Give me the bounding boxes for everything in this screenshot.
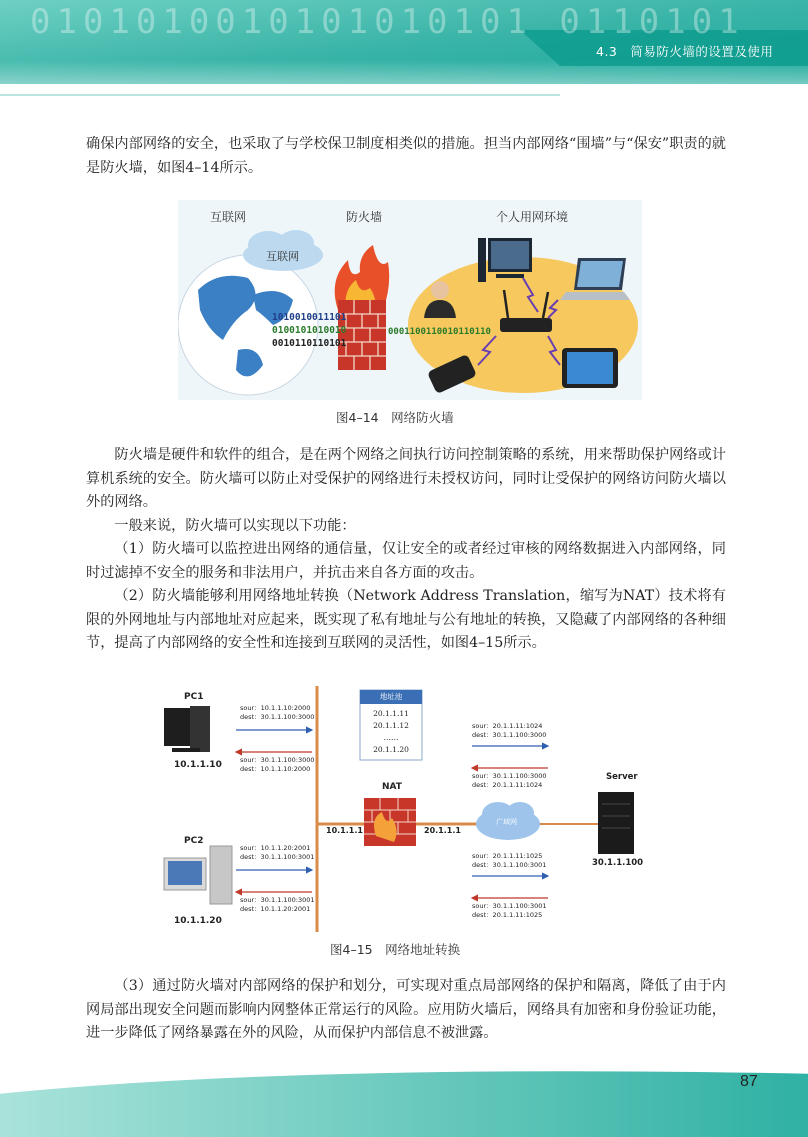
pc1-label: PC1 bbox=[184, 692, 204, 702]
wan-outgoing-packet-1: sour：20.1.1.11:1024 dest：30.1.1.100:3000 bbox=[472, 722, 547, 739]
paragraph-4: （1）防火墙可以监控进出网络的通信量，仅让安全的或者经过审核的网络数据进入内部网络，同时过滤掉不安全的服务和非法用户，并抗击来自各方面的攻击。 bbox=[86, 541, 726, 581]
paragraph-6-block bbox=[86, 975, 726, 1046]
nat-inner-ip: 10.1.1.1 bbox=[326, 826, 363, 835]
pc1-incoming-packet: sour：30.1.1.100:3000 dest：10.1.1.10:2000 bbox=[240, 756, 315, 773]
page-header bbox=[0, 0, 808, 120]
pc1-computer-icon bbox=[164, 706, 210, 752]
header-binary-pattern: 0101010010101010101 0110101 bbox=[30, 2, 745, 42]
tablet-icon bbox=[562, 348, 618, 388]
pc2-label: PC2 bbox=[184, 836, 204, 846]
figure-4-15 bbox=[160, 686, 650, 932]
bits-inside: 0001100110010110110 bbox=[388, 327, 491, 337]
bits-row-1: 1010010011101 bbox=[272, 312, 347, 323]
figure-4-14-caption: 图4–14 网络防火墙 bbox=[336, 410, 454, 425]
firewall-illustration bbox=[178, 200, 642, 400]
wan-label: 广域网 bbox=[496, 818, 517, 826]
wan-outgoing-packet-2: sour：20.1.1.11:1025 dest：30.1.1.100:3001 bbox=[472, 852, 547, 869]
server-ip: 30.1.1.100 bbox=[592, 858, 644, 868]
pc2-ip: 10.1.1.20 bbox=[174, 916, 222, 926]
pc1-outgoing-packet: sour：10.1.1.10:2000 dest：30.1.1.100:3000 bbox=[240, 704, 315, 721]
bits-row-2: 0100101010010 bbox=[272, 325, 347, 336]
address-pool-list: 20.1.1.11 20.1.1.12 …… 20.1.1.20 bbox=[373, 709, 409, 754]
server-icon bbox=[598, 792, 634, 854]
paragraph-6: （3）通过防火墙对内部网络的保护和划分，可实现对重点局部网络的保护和隔离，降低了由于内网局部出现安全问题而影响内网整体正常运行的风险。应用防火墙后，网络具有加密和身份验证功能，进一步降低了网络暴露在外的风险，从而保护内部信息不被泄露。 bbox=[86, 978, 726, 1041]
paragraph-5: （2）防火墙能够利用网络地址转换（Network Address Translation，缩写为NAT）技术将有限的外网地址与内部地址对应起来，既实现了私有地址与公有地址的转换，又隐藏了内部网络的各种细节，提高了内部网络的安全性和连接到互联网的灵活性，如图4–15所示。 bbox=[86, 588, 726, 651]
pc2-incoming-packet: sour：30.1.1.100:3001 dest：10.1.1.20:2001 bbox=[240, 896, 315, 913]
bits-row-3: 0010110110101 bbox=[272, 338, 347, 349]
page-footer bbox=[0, 1063, 808, 1137]
figure-4-14 bbox=[178, 200, 642, 400]
server-label: Server bbox=[606, 772, 638, 782]
section-name: 简易防火墙的设置及使用 bbox=[630, 44, 774, 59]
section-number: 4.3 bbox=[596, 44, 618, 59]
pc1-ip: 10.1.1.10 bbox=[174, 760, 222, 770]
nat-outer-ip: 20.1.1.1 bbox=[424, 826, 461, 835]
paragraph-3: 一般来说，防火墙可以实现以下功能： bbox=[114, 517, 356, 534]
nat-firewall-icon bbox=[364, 798, 416, 846]
figure-4-15-caption: 图4–15 网络地址转换 bbox=[330, 942, 461, 957]
pc2-outgoing-packet: sour：10.1.1.20:2001 dest：30.1.1.100:3001 bbox=[240, 844, 315, 861]
paragraph-1: 确保内部网络的安全，也采取了与学校保卫制度相类似的措施。担当内部网络“围墙”与“保安”职责的就是防火墙，如图4–14所示。 bbox=[86, 136, 726, 176]
wan-incoming-packet-1: sour：30.1.1.100:3000 dest：20.1.1.11:1024 bbox=[472, 772, 547, 789]
cloud-label: 互联网 bbox=[266, 250, 299, 263]
paragraph-2: 防火墙是硬件和软件的组合，是在两个网络之间执行访问控制策略的系统，用来帮助保护网络或计算机系统的安全。防火墙可以防止对受保护的网络进行未授权访问，同时让受保护的网络访问防火墙以外的网络。 bbox=[86, 447, 726, 510]
label-personal-network: 个人用网环境 bbox=[496, 210, 569, 224]
address-pool-title: 地址池 bbox=[379, 692, 403, 701]
body-text-block bbox=[86, 444, 726, 656]
page-number: 87 bbox=[740, 1073, 758, 1090]
section-title bbox=[596, 42, 773, 60]
wan-incoming-packet-2: sour：30.1.1.100:3001 dest：20.1.1.11:1025 bbox=[472, 902, 547, 919]
pc2-computer-icon bbox=[164, 846, 232, 904]
nat-label: NAT bbox=[382, 782, 402, 792]
label-internet: 互联网 bbox=[210, 210, 247, 224]
label-firewall: 防火墙 bbox=[346, 210, 383, 224]
